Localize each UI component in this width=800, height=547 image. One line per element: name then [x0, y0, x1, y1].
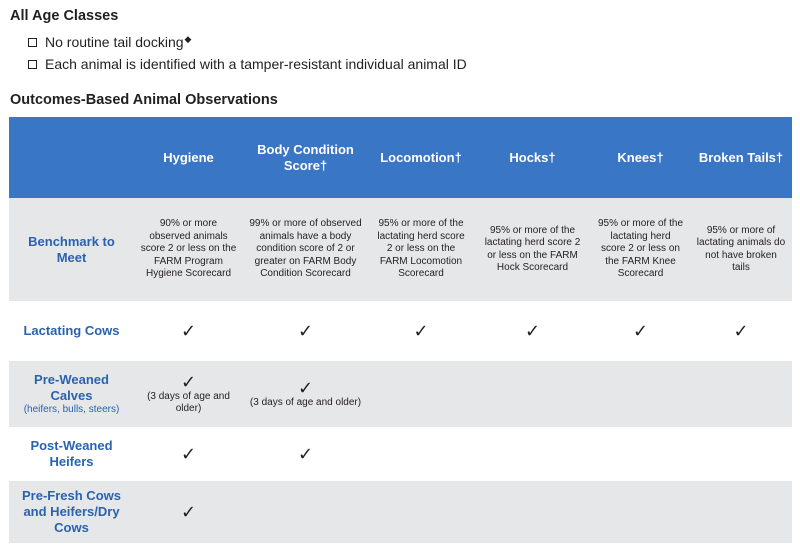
diamond-icon: ◆: [184, 33, 192, 44]
checkmark-icon: ✓: [413, 321, 429, 341]
header-cell-empty: [9, 117, 134, 198]
table-cell: [243, 301, 368, 361]
observations-table: [9, 117, 792, 543]
table-row-pre-weaned-calves: [9, 361, 792, 427]
table-cell: [134, 301, 243, 361]
row-label: [9, 481, 134, 543]
table-row-lactating-cows: [9, 301, 792, 361]
row-label: [9, 427, 134, 481]
table-cell: [243, 427, 368, 481]
table-cell: [134, 361, 243, 427]
table-cell: [690, 361, 792, 427]
table-row-post-weaned-heifers: [9, 427, 792, 481]
checkmark-icon: ✓: [524, 321, 541, 341]
table-cell: [474, 301, 591, 361]
table-cell: [243, 481, 368, 543]
benchmark-cell: 95% or more of the lactating herd score 2 or less on the FARM Knee Scorecard: [591, 198, 690, 301]
header-cell-hocks: Hocks†: [474, 117, 591, 198]
table-cell: [591, 481, 690, 543]
table-cell: [474, 481, 591, 543]
header-cell-locomotion: Locomotion†: [368, 117, 474, 198]
table-cell: [134, 427, 243, 481]
table-cell: [368, 427, 474, 481]
section-title-observations: Outcomes-Based Animal Observations: [10, 92, 278, 108]
table-cell: [690, 301, 792, 361]
checkmark-icon: ✓: [180, 502, 197, 522]
header-cell-broken-tails: Broken Tails†: [690, 117, 792, 198]
row-label-benchmark: Benchmark to Meet: [9, 198, 134, 301]
row-label-text: Pre-Weaned Calves: [34, 372, 109, 403]
table-cell: [690, 427, 792, 481]
table-cell: [474, 427, 591, 481]
table-cell: [591, 427, 690, 481]
table-cell: [368, 481, 474, 543]
benchmark-cell: 90% or more observed animals score 2 or less on the FARM Program Hygiene Scorecard: [134, 198, 243, 301]
checklist-item-text: Each animal is identified with a tamper-resistant individual animal ID: [45, 56, 467, 72]
table-cell: [591, 361, 690, 427]
row-label-text: Lactating Cows: [23, 323, 120, 338]
table-cell: [474, 361, 591, 427]
checkmark-icon: ✓: [297, 321, 314, 341]
table-cell: [368, 301, 474, 361]
checkmark-icon: ✓: [180, 371, 197, 392]
checkbox-icon: [28, 60, 37, 69]
benchmark-cell: 95% or more of the lactating herd score 2 or less on the FARM Locomotion Scorecard: [368, 198, 474, 301]
row-label-text: Post-Weaned Heifers: [30, 438, 113, 469]
benchmark-cell: 95% or more of lactating animals do not have broken tails: [690, 198, 792, 301]
header-cell-body-condition: Body Condition Score†: [243, 117, 368, 198]
table-cell: [368, 361, 474, 427]
checklist-item-text: No routine tail docking: [45, 34, 184, 50]
checkmark-icon: ✓: [632, 321, 649, 341]
table-cell: [134, 481, 243, 543]
cell-note: (3 days of age and older): [249, 396, 362, 408]
benchmark-cell: 99% or more of observed animals have a body condition score of 2 or greater on FARM Body Condition Scorecard: [243, 198, 368, 301]
table-cell: [690, 481, 792, 543]
checkmark-icon: ✓: [297, 377, 314, 398]
checkmark-icon: ✓: [733, 321, 749, 341]
table-cell: [591, 301, 690, 361]
benchmark-cell: 95% or more of the lactating herd score 2 or less on the FARM Hock Scorecard: [474, 198, 591, 301]
row-label: [9, 361, 134, 427]
checkmark-icon: ✓: [180, 321, 197, 341]
checklist-item-animal-id: [28, 56, 467, 72]
table-header-row: [9, 117, 792, 198]
table-cell: [243, 361, 368, 427]
checkmark-icon: ✓: [297, 444, 314, 464]
checklist-item-tail-docking: [28, 34, 191, 50]
cell-note: (3 days of age and older): [147, 390, 230, 414]
row-sublabel: (heifers, bulls, steers): [23, 404, 120, 415]
header-cell-hygiene: Hygiene: [134, 117, 243, 198]
row-label-text: Pre-Fresh Cows and Heifers/Dry Cows: [22, 488, 121, 535]
table-row-pre-fresh-cows: [9, 481, 792, 543]
row-label: [9, 301, 134, 361]
checkbox-icon: [28, 38, 37, 47]
checkmark-icon: ✓: [180, 444, 197, 464]
section-title-all-age-classes: All Age Classes: [10, 8, 119, 24]
benchmark-row: [9, 198, 792, 301]
header-cell-knees: Knees†: [591, 117, 690, 198]
